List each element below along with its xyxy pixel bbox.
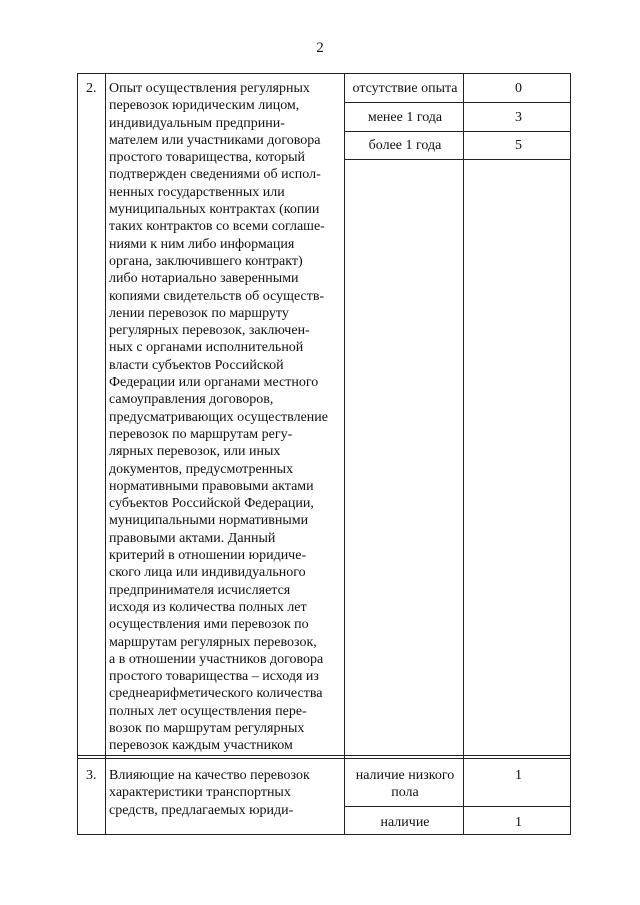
option-label: менее 1 года <box>367 110 443 125</box>
description-line: а в отношении участников договора <box>109 651 324 667</box>
description-line: простого товарищества, который <box>109 150 305 166</box>
option-score: 5 <box>515 138 522 153</box>
description-line: Влияющие на качество перевозок <box>109 768 310 783</box>
row-number: 3. <box>86 768 97 783</box>
description-line: власти субъектов Российской <box>109 357 284 373</box>
column-divider-description <box>344 74 345 834</box>
description-line: регулярных перевозок, заключен- <box>109 323 310 339</box>
option-score: 0 <box>515 81 522 96</box>
criterion-description <box>109 80 344 755</box>
option-label: наличие <box>380 815 430 830</box>
option-divider <box>345 159 570 160</box>
option-divider <box>345 806 570 807</box>
description-line: маршрутам регулярных перевозок, <box>109 634 317 650</box>
criterion-description <box>109 767 344 819</box>
description-line: предпринимателя исчисляется <box>109 582 291 598</box>
description-line: перевозок юридическим лицом, <box>109 98 300 114</box>
column-divider-option <box>463 74 464 834</box>
option-divider <box>345 131 570 132</box>
option-label-line: наличие низкого <box>355 768 455 783</box>
description-line: критерий в отношении юридиче- <box>109 548 307 564</box>
description-line: правовыми актами. Данный <box>109 530 276 546</box>
option-label <box>346 767 464 802</box>
description-line: осуществления ими перевозок по <box>109 617 309 633</box>
criteria-table <box>77 73 571 835</box>
description-line: средств, предлагаемых юриди- <box>109 802 294 818</box>
option-score: 1 <box>515 815 522 830</box>
description-line: подтвержден сведениями об испол- <box>109 167 321 183</box>
description-line: простого товарищества – исходя из <box>109 669 319 685</box>
row-number: 2. <box>86 81 97 96</box>
description-line: субъектов Российской Федерации, <box>109 496 314 512</box>
description-line: перевозок каждым участником <box>109 738 293 754</box>
description-line: муниципальными нормативными <box>109 513 309 529</box>
description-line: возок по маршрутам регулярных <box>109 720 305 736</box>
description-line: Опыт осуществления регулярных <box>109 81 310 96</box>
option-label: отсутствие опыта <box>352 81 458 96</box>
description-line: среднеарифметического количества <box>109 686 323 702</box>
option-score: 3 <box>515 110 522 125</box>
description-line: лении перевозок по маршруту <box>109 305 289 321</box>
description-line: ского лица или индивидуального <box>109 565 306 581</box>
description-line: копиями свидетельств об осуществ- <box>109 288 325 304</box>
page-number: 2 <box>316 40 324 56</box>
description-line: полных лет осуществления пере- <box>109 703 307 719</box>
description-line: нормативными правовыми актами <box>109 478 314 494</box>
column-divider-number <box>105 74 106 834</box>
description-line: таких контрактов со всеми соглаше- <box>109 219 325 235</box>
option-divider <box>345 102 570 103</box>
description-line: характеристики транспортных <box>109 785 291 801</box>
description-line: Федерации или органами местного <box>109 375 319 391</box>
row-divider <box>78 755 570 756</box>
description-line: органа, заключившего контракт) <box>109 253 303 269</box>
option-score: 1 <box>515 768 522 783</box>
description-line: ных с органами исполнительной <box>109 340 304 356</box>
description-line: перевозок по маршрутам регу- <box>109 426 293 442</box>
description-line: мателем или участниками договора <box>109 132 321 148</box>
description-line: либо нотариально заверенными <box>109 271 299 287</box>
row-divider <box>78 758 570 759</box>
description-line: документов, предусмотренных <box>109 461 294 477</box>
description-line: ненных государственных или <box>109 184 285 200</box>
description-line: индивидуальным предприни- <box>109 115 285 131</box>
description-line: лярных перевозок, или иных <box>109 444 281 460</box>
description-line: исходя из количества полных лет <box>109 599 307 615</box>
option-label-line: пола <box>391 785 419 801</box>
description-line: самоуправления договоров, <box>109 392 274 408</box>
description-line: предусматривающих осуществление <box>109 409 329 425</box>
description-line: ниями к ним либо информация <box>109 236 295 252</box>
description-line: муниципальных контрактах (копии <box>109 202 320 218</box>
option-label: более 1 года <box>368 138 442 153</box>
